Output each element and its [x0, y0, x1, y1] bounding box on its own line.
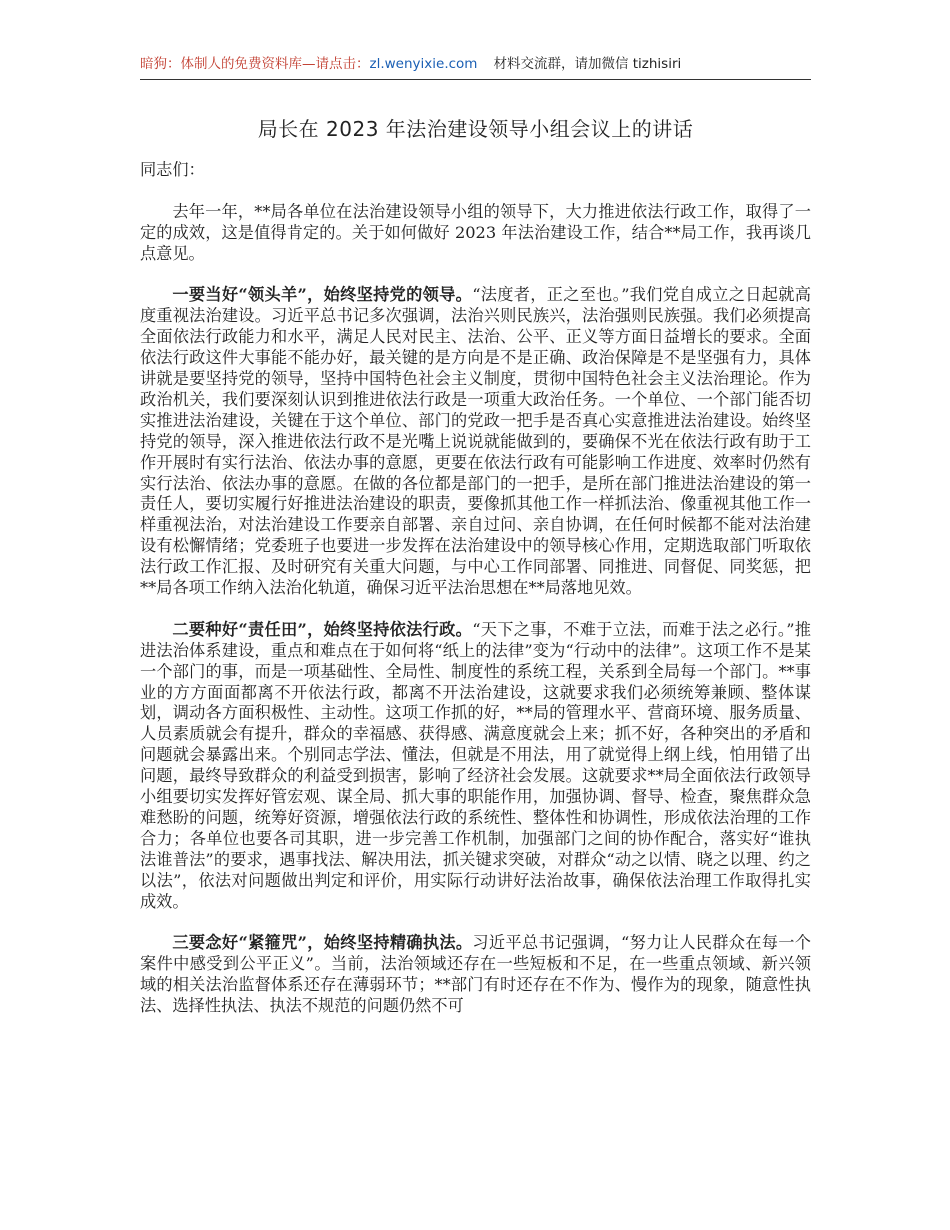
salutation: 同志们： [140, 160, 205, 179]
header-separator: —请点击： [302, 56, 370, 72]
section-body: “天下之事，不难于立法，而难于法之必行。”推进法治体系建设，重点和难点在于如何将“纸上的法律”变为“行动中的法律”。这项工作不是某一个部门的事，而是一项基础性、全局性、制度性的系统工程，关系到全局每一个部门。**事业的方方面面都离不开依法行政，都离不开法治建设，这就要求我们必须统筹兼顾、整体谋划，调动各方面积极性、主动性。这项工作抓的好，**局的管理水平、营商环境、服务质量、人员素质就会有提升，群众的幸福感、获得感、满意度就会上来；抓不好，各种突出的矛盾和问题就会暴露出来。个别同志学法、懂法，但就是不用法，用了就觉得上纲上线，怕用错了出问题，最终导致群众的利益受到损害，影响了经济社会发展。这就要求**局全面依法行政领导小组要切实发挥好管宏观、谋全局、抓大事的职能作用，加强协调、督导、检查，聚焦群众急难愁盼的问题，统筹好资源，增强依法行政的系统性、整体性和协调性，形成依法治理的工作合力；各单位也要各司其职，进一步完善工作机制，加强部门之间的协作配合，落实好“谁执法谁普法”的要求，遇事找法、解决用法，抓关键求突破，对群众“动之以情、晓之以理、约之以法”，依法对问题做出判定和评价，用实际行动讲好法治故事，确保依法治理工作取得扎实成效。 [140, 619, 811, 911]
section-heading: 一要当好“领头羊”，始终坚持党的领导。 [172, 285, 473, 305]
section-heading: 三要念好“紧箍咒”，始终坚持精确执法。 [172, 933, 473, 953]
document-title: 局长在 2023 年法治建设领导小组会议上的讲话 [257, 117, 694, 141]
section-body: “法度者，正之至也。”我们党自成立之日起就高度重视法治建设。习近平总书记多次强调，法治兴则民族兴，法治强则民族强。我们必须提高全面依法行政能力和水平，满足人民对民主、法治、公平、正义等方面日益增长的要求。全面依法行政这件大事能不能办好，最关键的是方向是不是正确、政治保障是不是坚强有力，具体讲就是要坚持党的领导，坚持中国特色社会主义制度，贯彻中国特色社会主义法治理论。作为政治机关，我们要深刻认识到推进依法行政是一项重大政治任务。一个单位、一个部门能否切实推进法治建设，关键在于这个单位、部门的党政一把手是否真心实意推进法治建设。始终坚持党的领导，深入推进依法行政不是光嘴上说说就能做到的，要确保不光在依法行政有助于工作开展时有实行法治、依法办事的意愿，更要在依法行政有可能影响工作进度、效率时仍然有实行法治、依法办事的意愿。在做的各位都是部门的一把手，是所在部门推进法治建设的第一责任人，要切实履行好推进法治建设的职责，要像抓其他工作一样抓法治、像重视其他工作一样重视法治，对法治建设工作要亲自部署、亲自过问、亲自协调，在任何时候都不能对法治建设有松懈情绪；党委班子也要进一步发挥在法治建设中的领导核心作用，定期选取部门听取依法行政工作汇报、及时研究有关重大问题，与中心工作同部署、同推进、同督促、同奖惩，把**局各项工作纳入法治化轨道，确保习近平法治思想在**局落地见效。 [140, 285, 811, 598]
section-paragraph [140, 933, 811, 1017]
section-paragraph [140, 620, 811, 913]
intro-paragraph: 去年一年，**局各单位在法治建设领导小组的领导下，大力推进依法行政工作，取得了一定的成效，这是值得肯定的。关于如何做好 2023 年法治建设工作，结合**局工作，我再谈几点意见。 [140, 201, 811, 263]
section-body: 习近平总书记强调，“努力让人民群众在每一个案件中感受到公平正义”。当前，法治领域还存在一些短板和不足，在一些重点领域、新兴领域的相关法治监督体系还存在薄弱环节；**部门有时还存在不作为、慢作为的现象，随意性执法、选择性执法、执法不规范的问题仍然不可 [140, 933, 811, 1016]
section-heading: 二要种好“责任田”，始终坚持依法行政。 [172, 619, 473, 639]
header-wechat: 材料交流群，请加微信 tizhisiri [493, 56, 682, 72]
header-link[interactable]: zl.wenyixie.com [369, 56, 478, 72]
header-brand: 暗狗：体制人的免费资料库 [140, 56, 302, 72]
header-divider [140, 79, 811, 80]
section-paragraph [140, 285, 811, 599]
document-body [140, 160, 811, 1038]
page-header [140, 55, 811, 73]
